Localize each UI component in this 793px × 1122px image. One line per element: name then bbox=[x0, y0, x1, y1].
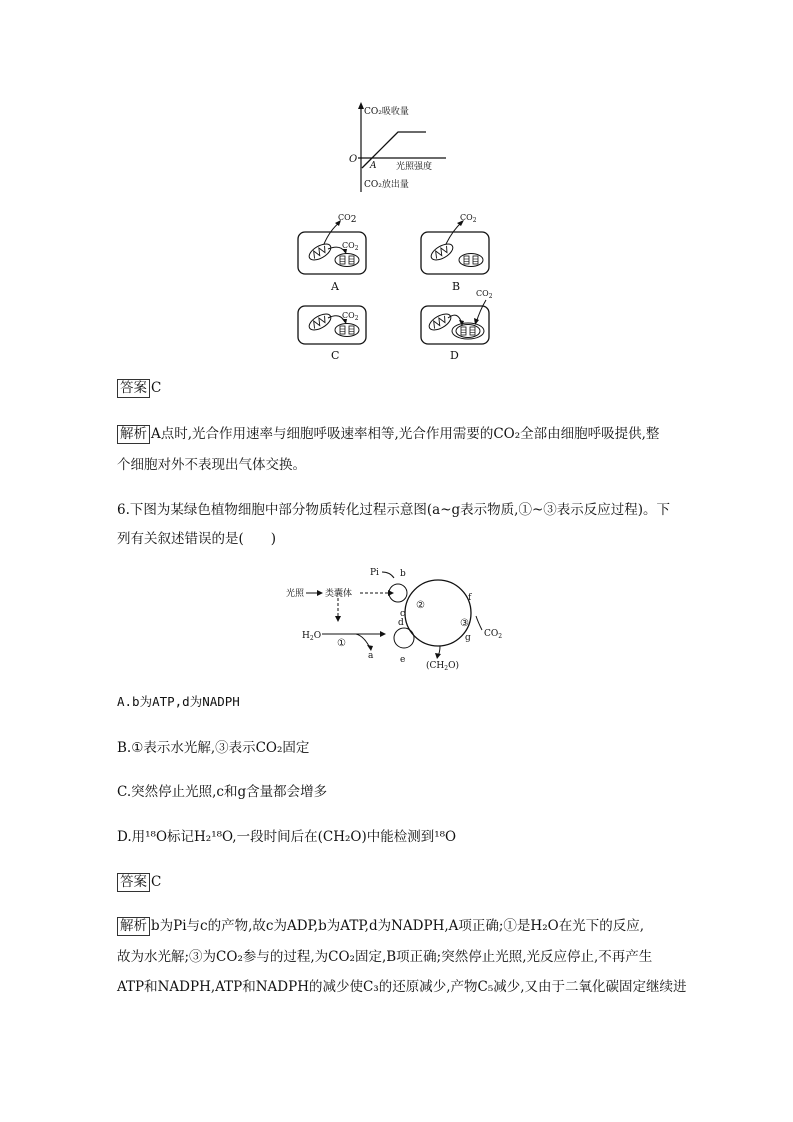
cell-label-b: B bbox=[452, 280, 461, 293]
cell-label-d: D bbox=[450, 349, 459, 362]
cell-a bbox=[298, 213, 366, 274]
svg-text:②: ② bbox=[416, 600, 425, 611]
metabolism-diagram bbox=[280, 560, 520, 675]
option-b: B.①表示水光解,③表示CO₂固定 bbox=[117, 740, 310, 756]
answer-tag: 答案 bbox=[117, 379, 150, 398]
q6-analysis-line-1: 解析 b为Pi与c的产物,故c为ADP,b为ATP,d为NADPH,A项正确;①是H₂O在光下的反应, bbox=[117, 916, 644, 936]
co2-light-graph bbox=[340, 100, 450, 195]
answer-tag: 答案 bbox=[117, 873, 150, 892]
graph-x-label: 光照强度 bbox=[396, 162, 433, 172]
q6-analysis-line-2: 故为水光解;③为CO₂参与的过程,为CO₂固定,B项正确;突然停止光照,光反应停止,不再产生 bbox=[117, 949, 653, 965]
q6-analysis-line-3: ATP和NADPH,ATP和NADPH的减少使C₃的还原减少,产物C₅减少,又由于二氧化碳固定继续进 bbox=[117, 979, 687, 995]
option-d: D.用¹⁸O标记H₂¹⁸O,一段时间后在(CH₂O)中能检测到¹⁸O bbox=[117, 829, 457, 845]
cell-label-a: A bbox=[331, 280, 339, 293]
q5-answer bbox=[117, 378, 161, 398]
h2o-label: $H_2O$ bbox=[302, 631, 322, 642]
svg-text:③: ③ bbox=[460, 618, 469, 629]
svg-text:c: c bbox=[400, 609, 406, 619]
option-a: A.b为ATP,d为NADPH bbox=[117, 694, 240, 709]
ch2o-label: $(CH_2O)$ bbox=[426, 661, 459, 672]
svg-text:g: g bbox=[465, 633, 471, 643]
cell-label-c: C bbox=[331, 349, 340, 362]
graph-y-neg-label: CO₂放出量 bbox=[364, 180, 409, 190]
svg-text:CO2: CO2 bbox=[338, 213, 357, 225]
thylakoid-label: 类囊体 bbox=[325, 589, 353, 599]
cell-c bbox=[298, 306, 366, 344]
svg-text:b: b bbox=[400, 569, 406, 579]
graph-y-label: CO₂吸收量 bbox=[364, 107, 409, 117]
q6-answer bbox=[117, 872, 161, 892]
analysis-tag: 解析 bbox=[117, 917, 150, 936]
svg-text:Pi: Pi bbox=[370, 568, 379, 578]
q6-stem-line-2: 列有关叙述错误的是( ) bbox=[117, 531, 277, 547]
svg-text:CO2: $CO_2$ bbox=[342, 241, 359, 252]
q6-stem-line-1: 6.下图为某绿色植物细胞中部分物质转化过程示意图(a~g表示物质,①~③表示反应过程)。下 bbox=[117, 502, 671, 518]
q5-analysis-line-1: 解析 A点时,光合作用速率与细胞呼吸速率相等,光合作用需要的CO₂全部由细胞呼吸提供,整 bbox=[117, 424, 659, 444]
graph-point-a: A bbox=[370, 161, 377, 171]
cell-diagrams bbox=[290, 206, 510, 366]
graph-origin: O bbox=[349, 154, 358, 165]
answer-value: C bbox=[151, 380, 162, 396]
cell-b bbox=[421, 213, 489, 274]
q5-analysis-line-2: 个细胞对外不表现出气体交换。 bbox=[117, 457, 306, 473]
svg-text:d: d bbox=[398, 618, 404, 628]
svg-text:CO2: $CO_2$ bbox=[460, 213, 477, 224]
option-c: C.突然停止光照,c和g含量都会增多 bbox=[117, 784, 328, 800]
svg-text:CO2: $CO_2$ bbox=[476, 289, 493, 300]
answer-value: C bbox=[151, 874, 162, 890]
cell-d bbox=[421, 289, 493, 344]
svg-text:a: a bbox=[368, 651, 374, 661]
light-label: 光照 bbox=[286, 589, 305, 599]
svg-text:f: f bbox=[468, 593, 472, 603]
svg-text:CO2: $CO_2$ bbox=[342, 311, 359, 322]
co2-label: $CO_2$ bbox=[484, 629, 503, 640]
analysis-tag: 解析 bbox=[117, 425, 150, 444]
svg-text:e: e bbox=[400, 655, 406, 665]
svg-text:①: ① bbox=[337, 638, 346, 649]
